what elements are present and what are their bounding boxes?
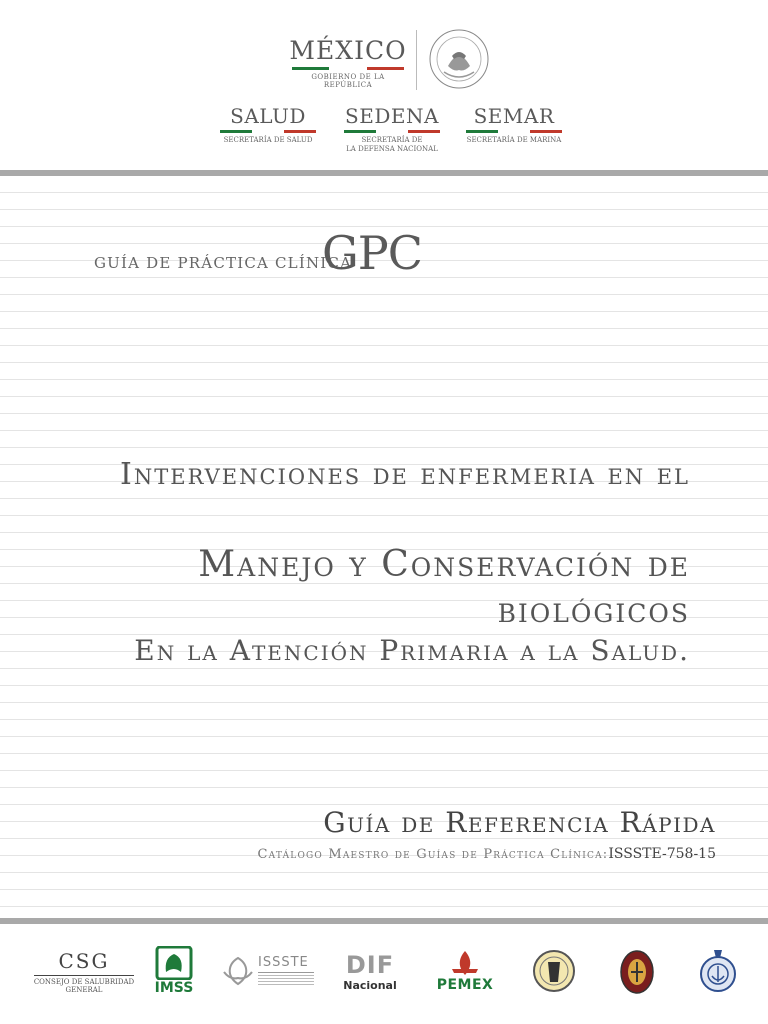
salud-logo <box>218 104 318 145</box>
issste-emblem-icon <box>220 954 256 988</box>
issste-rule <box>258 972 314 973</box>
header-divider <box>416 30 417 90</box>
salud-wordmark: SALUD <box>230 104 306 128</box>
title-line-3: En la Atención Primaria a la Salud. <box>134 634 690 667</box>
sedena-subtitle-2: LA DEFENSA NACIONAL <box>346 145 438 153</box>
dif-subtitle: Nacional <box>343 978 397 992</box>
sedena-wordmark: SEDENA <box>345 104 439 128</box>
issste-fine-print <box>258 975 314 987</box>
salud-subtitle: SECRETARÍA DE SALUD <box>223 136 313 144</box>
sedena-emblem-icon <box>532 948 576 994</box>
issste-wordmark: ISSSTE <box>258 955 309 970</box>
tricolor-rule <box>220 130 316 133</box>
catalog-label: Catálogo Maestro de Guías de Práctica Clínica: <box>257 847 609 862</box>
imss-emblem-icon <box>154 946 194 980</box>
issste-logo <box>218 942 316 1000</box>
gpc-acronym: GPC <box>322 226 422 280</box>
csg-subtitle-1: CONSEJO DE SALUBRIDAD <box>33 977 135 986</box>
imss-wordmark: IMSS <box>154 980 194 996</box>
semar-emblem-icon <box>616 946 658 996</box>
navy-emblem-icon <box>698 946 738 996</box>
tricolor-rule <box>466 130 562 133</box>
title-line-2: Manejo y Conservación de biológicos <box>198 544 690 631</box>
semar-logo <box>464 104 564 145</box>
pemex-wordmark: PEMEX <box>436 977 494 993</box>
mexico-wordmark: MÉXICO <box>289 36 407 65</box>
imss-logo <box>150 942 198 1000</box>
csg-wordmark: CSG <box>58 948 110 973</box>
tricolor-rule <box>292 67 404 70</box>
csg-rule <box>34 975 134 976</box>
mexico-subtitle: GOBIERNO DE LA REPÚBLICA <box>311 73 385 89</box>
sedena-subtitle-1: SECRETARÍA DE <box>361 136 423 144</box>
dif-logo <box>340 942 400 1000</box>
csg-logo <box>32 942 136 1000</box>
pemex-logo <box>430 942 500 1000</box>
semar-wordmark: SEMAR <box>473 104 555 128</box>
catalog-code: ISSSTE-758-15 <box>608 846 716 862</box>
semar-subtitle: SECRETARÍA DE MARINA <box>466 136 562 144</box>
catalog-line <box>258 846 717 862</box>
reference-guide-subtitle: Guía de Referencia Rápida <box>323 806 716 839</box>
guide-type-label: GUÍA DE PRÁCTICA CLÍNICA <box>94 254 353 272</box>
sedena-logo <box>340 104 444 154</box>
national-seal-icon <box>428 28 490 90</box>
pemex-emblem-icon <box>448 949 482 977</box>
csg-subtitle-2: GENERAL <box>65 985 103 994</box>
title-line-1: Intervenciones de enfermeria en el <box>120 457 690 492</box>
mexico-logo <box>288 36 408 89</box>
tricolor-rule <box>344 130 440 133</box>
dif-wordmark: DIF <box>345 950 395 979</box>
bottom-divider-bar <box>0 918 768 924</box>
